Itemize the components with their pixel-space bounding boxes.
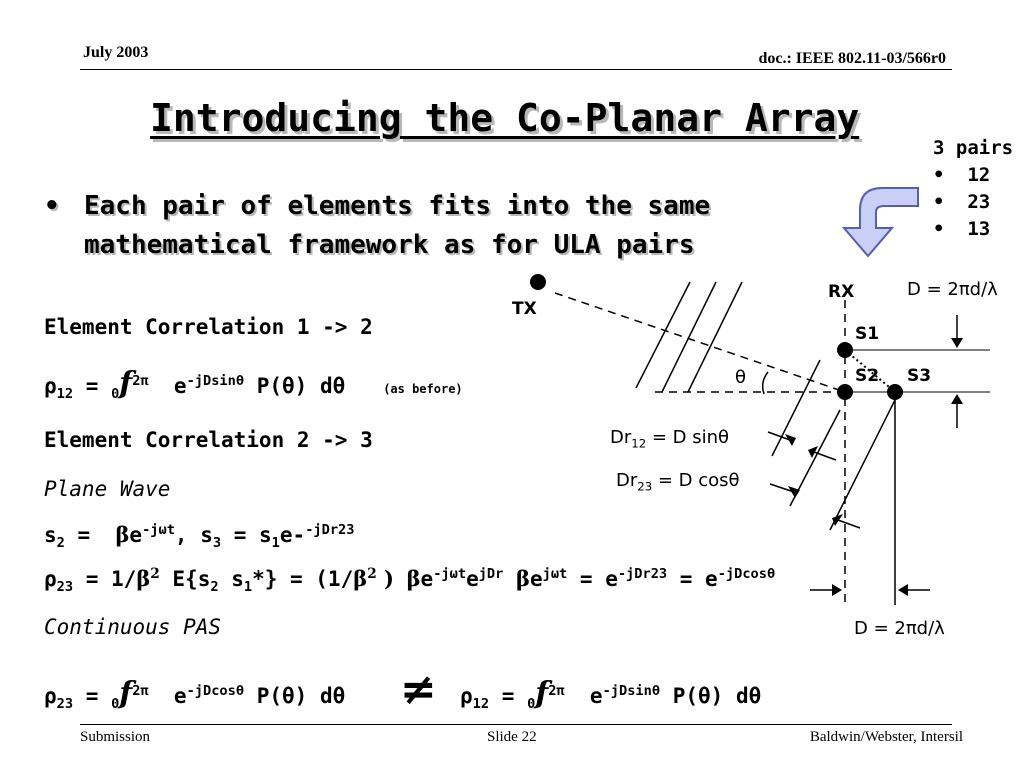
wavefront-line — [662, 282, 716, 392]
theta-arc — [763, 372, 768, 394]
d-bottom-label: D = 2πd/λ — [854, 618, 945, 639]
continuous-pas-label: Continuous PAS — [44, 615, 222, 639]
theta-label: θ — [735, 367, 747, 388]
footer-rule — [80, 724, 952, 725]
tx-label: TX — [512, 299, 537, 319]
arrow-icon — [785, 434, 796, 446]
s1-dot — [837, 342, 853, 358]
footer-submission: Submission — [80, 729, 151, 745]
rx-label: RX — [828, 282, 855, 302]
wavefront-line — [830, 400, 895, 530]
pairs-item: • 12 — [933, 164, 991, 186]
arrow-down-icon — [951, 338, 963, 348]
dr23-label: $Dr_{23} = D$ cosθ — [616, 470, 740, 494]
pairs-item: • 13 — [933, 218, 991, 240]
arrow-icon — [788, 486, 800, 498]
correlation-2-heading: Element Correlation 2 -> 3 — [44, 428, 373, 452]
header-doc-id: doc.: IEEE 802.11-03/566r0 — [758, 50, 946, 67]
rho12-integral: $\rho_{12} = _0f^{2\pi}$ $e^{-jDsin\theta}$ P(θ) dθ — [460, 676, 762, 713]
s3-label: S3 — [907, 366, 932, 386]
arrow-left-icon — [898, 584, 908, 596]
arrow-up-icon — [951, 394, 963, 404]
not-equal-sign: ≠ — [400, 664, 437, 715]
s2-dot — [837, 384, 853, 400]
wavefront-line — [688, 282, 742, 392]
slide-title: Introducing the Co-Planar Array — [150, 96, 860, 140]
s2-label: S2 — [855, 366, 880, 386]
wavefront-line — [772, 360, 820, 456]
correlation-1-heading: Element Correlation 1 -> 2 — [44, 315, 373, 339]
dr12-label: $Dr_{12} = D$ sinθ — [610, 427, 730, 451]
arrow-right-icon — [832, 584, 842, 596]
bullet-line-2: mathematical framework as for ULA pairs — [84, 230, 695, 260]
d-top-label: D = 2πd/λ — [907, 279, 998, 300]
header-date: July 2003 — [83, 44, 149, 61]
bullet-marker: • — [44, 191, 60, 221]
pairs-item: • 23 — [933, 191, 991, 213]
bullet-line-1: Each pair of elements fits into the same — [84, 191, 711, 221]
s1-label: S1 — [855, 324, 880, 344]
footer-slide-number: Slide 22 — [487, 729, 537, 745]
s3-dot — [887, 384, 903, 400]
rho23-expansion: $\rho_{23} = 1/\beta^2$ $E\{s_2$ $s_1*\} = (1/\beta^2$ ) $\beta e^{-j\omega t}e^{jDr}$ $\beta e^{j\omega t} = e^{-jDr23} = e^{-jDcos\theta}$ — [44, 566, 776, 596]
footer-authors: Baldwin/Webster, Intersil — [809, 729, 963, 745]
tx-dot — [530, 274, 546, 290]
rho12-equation: $\rho_{12} = _0f^{2\pi}$ $e^{-jDsin\theta}$ P(θ) dθ (as before) — [44, 366, 463, 403]
signal-equation: $s_2 = \beta e^{-j\omega t}$, $s_3 = s_1e-^{-jDr23}$ — [44, 522, 355, 552]
rho23-integral: $\rho_{23} = _0f^{2\pi}$ $e^{-jDcos\theta}$ P(θ) dθ — [44, 676, 346, 713]
pairs-heading: 3 pairs — [933, 137, 1014, 159]
plane-wave-label: Plane Wave — [44, 477, 171, 501]
tx-path-dashed — [555, 293, 845, 392]
wavefront-line — [636, 282, 690, 388]
